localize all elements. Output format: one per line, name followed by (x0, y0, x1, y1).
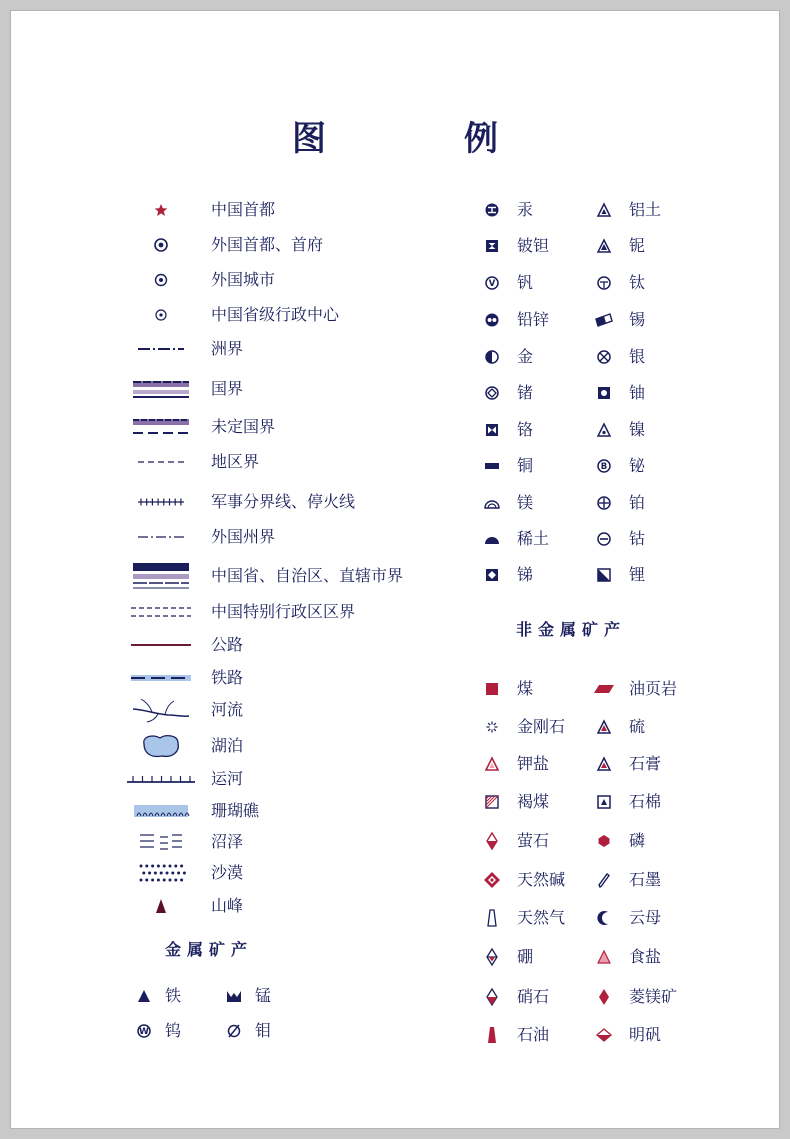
svg-text:B: B (600, 462, 608, 473)
legend-label: 湖泊 (211, 736, 244, 755)
natural-gas-icon (481, 905, 503, 931)
legend-label: 沙漠 (211, 863, 244, 882)
legend-label: 外国城市 (211, 270, 276, 289)
bauxite-icon (593, 197, 615, 223)
tungsten-icon (133, 1018, 155, 1044)
legend-label: 铀 (629, 383, 646, 402)
mica-icon (593, 905, 615, 931)
potash-icon (481, 751, 503, 777)
highway-line-icon (123, 632, 199, 658)
legend-item (123, 449, 431, 475)
legend-item (593, 789, 790, 815)
coal-icon (481, 676, 503, 702)
legend-item (123, 197, 431, 223)
legend-item (223, 983, 475, 1009)
gypsum-icon (593, 751, 615, 777)
legend-item (123, 336, 431, 362)
legend-label: 中国省、自治区、直辖市界 (211, 566, 404, 585)
legend-item (123, 798, 431, 824)
legend-label: 天然碱 (517, 870, 566, 889)
continent-boundary-line-icon (123, 336, 199, 362)
legend-label: 公路 (211, 635, 244, 654)
legend-item (593, 307, 790, 333)
legend-label: 镁 (517, 493, 534, 512)
legend-item (123, 860, 431, 886)
tin-icon (593, 307, 615, 333)
lignite-icon (481, 789, 503, 815)
legend-label: 铬 (517, 420, 534, 439)
railway-line-icon (123, 665, 199, 691)
legend-label: 国界 (211, 379, 244, 398)
legend-label: 铁 (165, 986, 182, 1005)
red-star-icon (123, 197, 199, 223)
petroleum-icon (481, 1022, 503, 1048)
legend-label: 钼 (255, 1021, 272, 1040)
legend-label: 中国特别行政区区界 (211, 602, 356, 621)
legend-label: 中国首都 (211, 200, 276, 219)
legend-label: 洲界 (211, 339, 244, 358)
undefined-boundary-line-icon (123, 414, 199, 440)
legend-label: 沼泽 (211, 832, 244, 851)
legend-label: 石棉 (629, 792, 662, 811)
legend-label: 食盐 (629, 947, 662, 966)
fluorite-icon (481, 828, 503, 854)
legend-label: 钨 (165, 1021, 182, 1040)
legend-item (123, 489, 431, 515)
legend-label: 铌 (629, 236, 646, 255)
cobalt-icon (593, 526, 615, 552)
legend-item (593, 453, 790, 479)
page-title: 图 例 (292, 119, 550, 159)
legend-label: 铁路 (211, 668, 244, 687)
nickel-icon (593, 417, 615, 443)
legend-label: 明矾 (629, 1025, 662, 1044)
legend-label: 锂 (629, 565, 646, 584)
legend-label: 未定国界 (211, 417, 276, 436)
legend-label: 运河 (211, 769, 244, 788)
salt-icon (593, 944, 615, 970)
legend-label: 锑 (517, 565, 534, 584)
legend-label: 铅锌 (517, 310, 550, 329)
manganese-icon (223, 983, 245, 1009)
beryllium-tantalum-icon (481, 233, 503, 259)
sulfur-icon (593, 714, 615, 740)
legend-label: 铂 (629, 493, 646, 512)
legend-label: 菱镁矿 (629, 987, 678, 1006)
legend-label: 石油 (517, 1025, 550, 1044)
oil-shale-icon (593, 676, 615, 702)
legend-label: 铜 (517, 456, 534, 475)
national-boundary-line-icon (123, 376, 199, 402)
legend-label: 汞 (517, 200, 534, 219)
boron-icon (481, 944, 503, 970)
legend-item (593, 905, 790, 931)
region-boundary-line-icon (123, 449, 199, 475)
legend-label: 云母 (629, 908, 662, 927)
molybdenum-icon (223, 1018, 245, 1044)
legend-label: 钛 (629, 273, 646, 292)
natural-soda-icon (481, 867, 503, 893)
legend-label: 石墨 (629, 870, 662, 889)
legend-label: 钾盐 (517, 754, 550, 773)
germanium-icon (481, 380, 503, 406)
metal-minerals-heading (165, 937, 253, 963)
legend-label: 珊瑚礁 (211, 801, 260, 820)
legend-label: 铍钽 (517, 236, 550, 255)
svg-text:W: W (139, 1027, 149, 1037)
uranium-icon (593, 380, 615, 406)
antimony-icon (481, 562, 503, 588)
mercury-icon (481, 197, 503, 223)
river-icon (123, 697, 199, 723)
double-circle-icon (123, 232, 199, 258)
legend-label: 钴 (629, 529, 646, 548)
legend-item (123, 829, 431, 855)
legend-label: 硝石 (517, 987, 550, 1006)
legend-item (593, 270, 790, 296)
legend-label: 地区界 (211, 452, 260, 471)
canal-icon (123, 766, 199, 792)
legend-sheet (10, 10, 780, 1129)
diamond-icon (481, 714, 503, 740)
gold-icon (481, 344, 503, 370)
province-boundary-line-icon (123, 563, 199, 589)
saltpeter-icon (481, 984, 503, 1010)
coral-reef-icon (123, 798, 199, 824)
circle-dot-small-icon (123, 302, 199, 328)
ceasefire-line-icon (123, 489, 199, 515)
legend-label: 磷 (629, 831, 646, 850)
legend-item (593, 380, 790, 406)
phosphorus-icon (593, 828, 615, 854)
legend-item (593, 944, 790, 970)
legend-item (223, 1018, 475, 1044)
chromium-icon (481, 417, 503, 443)
legend-item (123, 376, 431, 402)
legend-item (593, 562, 790, 588)
legend-label: 褐煤 (517, 792, 550, 811)
legend-label: 外国首都、首府 (211, 235, 324, 254)
legend-item (593, 417, 790, 443)
swamp-icon (123, 829, 199, 855)
legend-item (593, 344, 790, 370)
legend-item (123, 733, 431, 759)
nonmetal-heading-text: 非金属矿产 (516, 620, 627, 639)
legend-item (123, 665, 431, 691)
legend-label: 镍 (629, 420, 646, 439)
platinum-icon (593, 490, 615, 516)
legend-item (123, 267, 431, 293)
legend-item (593, 984, 790, 1010)
legend-item (123, 302, 431, 328)
legend-item (123, 599, 431, 625)
nonmetal-minerals-heading (516, 617, 626, 643)
lithium-icon (593, 562, 615, 588)
legend-item (123, 232, 431, 258)
legend-label: 硫 (629, 717, 646, 736)
legend-item (123, 563, 431, 589)
sar-boundary-line-icon (123, 599, 199, 625)
alum-icon (593, 1022, 615, 1048)
legend-item (123, 524, 431, 550)
legend-label: 军事分界线、停火线 (211, 492, 356, 511)
legend-item (593, 526, 790, 552)
legend-label: 天然气 (517, 908, 566, 927)
copper-icon (481, 453, 503, 479)
legend-item (593, 490, 790, 516)
legend-item (593, 867, 790, 893)
legend-item (593, 676, 790, 702)
asbestos-icon (593, 789, 615, 815)
legend-label: 中国省级行政中心 (211, 305, 340, 324)
vanadium-icon (481, 270, 503, 296)
legend-label: 锡 (629, 310, 646, 329)
foreign-state-boundary-line-icon (123, 524, 199, 550)
legend-label: 铋 (629, 456, 646, 475)
titanium-icon (593, 270, 615, 296)
circle-dot-icon (123, 267, 199, 293)
legend-label: 钒 (517, 273, 534, 292)
legend-label: 油页岩 (629, 679, 678, 698)
mountain-peak-icon (123, 893, 199, 919)
legend-label: 锰 (255, 986, 272, 1005)
magnesite-icon (593, 984, 615, 1010)
legend-item (123, 893, 431, 919)
legend-label: 铝土 (629, 200, 662, 219)
legend-label: 煤 (517, 679, 534, 698)
legend-label: 石膏 (629, 754, 662, 773)
legend-label: 银 (629, 347, 646, 366)
lead-zinc-icon (481, 307, 503, 333)
legend-item (593, 828, 790, 854)
silver-icon (593, 344, 615, 370)
desert-icon (123, 860, 199, 886)
magnesium-icon (481, 490, 503, 516)
legend-item (123, 632, 431, 658)
metal-heading-text: 金属矿产 (165, 940, 254, 959)
legend-item (123, 766, 431, 792)
lake-icon (123, 733, 199, 759)
legend-item (593, 197, 790, 223)
legend-label: 硼 (517, 947, 534, 966)
legend-label: 稀土 (517, 529, 550, 548)
legend-item (123, 697, 431, 723)
bismuth-icon (593, 453, 615, 479)
niobium-icon (593, 233, 615, 259)
legend-label: 金 (517, 347, 534, 366)
legend-label: 萤石 (517, 831, 550, 850)
svg-text:V: V (488, 279, 496, 290)
rare-earth-icon (481, 526, 503, 552)
legend-item (123, 414, 431, 440)
legend-label: 金刚石 (517, 717, 566, 736)
iron-triangle-icon (133, 983, 155, 1009)
legend-item (593, 714, 790, 740)
legend-label: 锗 (517, 383, 534, 402)
legend-item (593, 751, 790, 777)
legend-label: 外国州界 (211, 527, 276, 546)
legend-item (593, 233, 790, 259)
legend-label: 山峰 (211, 896, 244, 915)
legend-label: 河流 (211, 700, 244, 719)
legend-item (593, 1022, 790, 1048)
graphite-icon (593, 867, 615, 893)
